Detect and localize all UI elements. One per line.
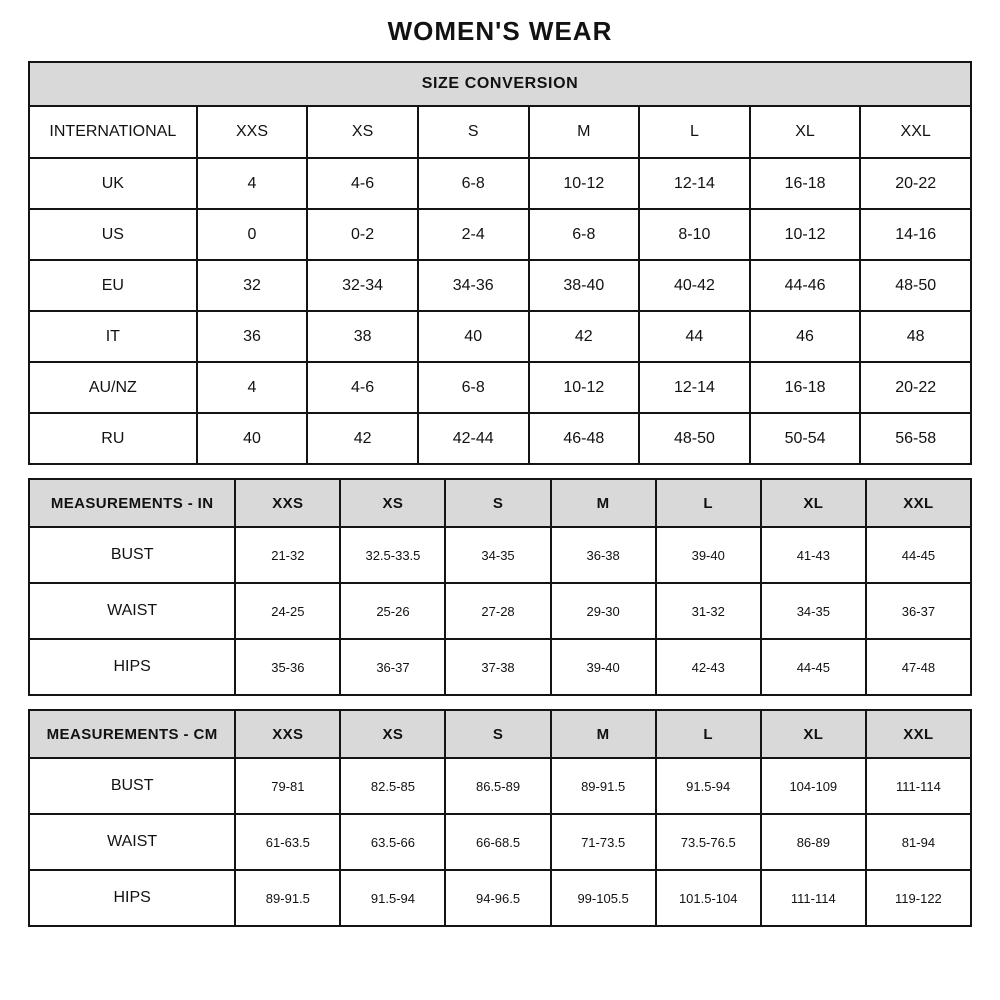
table-cell: 0 [197,209,308,260]
table-row [29,311,971,362]
table-cell: 39-40 [551,639,656,695]
row-label: US [29,209,197,260]
size-conversion-banner: SIZE CONVERSION [29,62,971,106]
table-cell: 48-50 [639,413,750,464]
column-header: M [551,710,656,758]
table-cell: 35-36 [235,639,340,695]
table-cell: 12-14 [639,158,750,209]
row-label: HIPS [29,639,235,695]
table-cell: 4 [197,158,308,209]
table-cell: 42-44 [418,413,529,464]
column-header: XS [340,710,445,758]
table-cell: 50-54 [750,413,861,464]
row-label: BUST [29,758,235,814]
column-header: S [418,106,529,158]
column-header: XXL [866,479,971,527]
table-cell: 6-8 [529,209,640,260]
column-header: S [445,710,550,758]
column-header: L [656,710,761,758]
table-cell: 2-4 [418,209,529,260]
table-cell: 20-22 [860,158,971,209]
table-cell: 32-34 [307,260,418,311]
table-cell: 10-12 [750,209,861,260]
column-header: XXL [866,710,971,758]
table-row [29,209,971,260]
table-cell: 44-45 [866,527,971,583]
row-label: RU [29,413,197,464]
table-cell: 41-43 [761,527,866,583]
table-cell: 10-12 [529,362,640,413]
table-cell: 71-73.5 [551,814,656,870]
column-header: XXS [235,710,340,758]
table-cell: 27-28 [445,583,550,639]
table-cell: 34-35 [445,527,550,583]
table-title-cell: INTERNATIONAL [29,106,197,158]
measurements-in-table [28,478,972,696]
table-cell: 86-89 [761,814,866,870]
row-label: UK [29,158,197,209]
table-row [29,527,971,583]
table-cell: 47-48 [866,639,971,695]
column-header: XL [750,106,861,158]
table-cell: 91.5-94 [340,870,445,926]
column-header-row [29,710,971,758]
column-header: XS [340,479,445,527]
table-row [29,158,971,209]
table-row [29,583,971,639]
column-header-row [29,106,971,158]
column-header: M [551,479,656,527]
table-cell: 39-40 [656,527,761,583]
table-cell: 36-37 [340,639,445,695]
table-cell: 63.5-66 [340,814,445,870]
table-cell: 111-114 [866,758,971,814]
table-cell: 111-114 [761,870,866,926]
table-row [29,260,971,311]
table-cell: 4-6 [307,362,418,413]
table-cell: 36-38 [551,527,656,583]
table-cell: 89-91.5 [235,870,340,926]
table-cell: 37-38 [445,639,550,695]
table-cell: 86.5-89 [445,758,550,814]
row-label: EU [29,260,197,311]
table-row [29,758,971,814]
table-cell: 34-36 [418,260,529,311]
table-cell: 99-105.5 [551,870,656,926]
table-cell: 0-2 [307,209,418,260]
table-row [29,870,971,926]
table-cell: 48 [860,311,971,362]
table-cell: 94-96.5 [445,870,550,926]
table-cell: 32.5-33.5 [340,527,445,583]
table-cell: 79-81 [235,758,340,814]
column-header: XXS [235,479,340,527]
table-cell: 21-32 [235,527,340,583]
table-cell: 4-6 [307,158,418,209]
table-cell: 91.5-94 [656,758,761,814]
table-cell: 46 [750,311,861,362]
table-cell: 40 [197,413,308,464]
column-header: S [445,479,550,527]
table-cell: 16-18 [750,158,861,209]
table-cell: 104-109 [761,758,866,814]
column-header: XXL [860,106,971,158]
table-cell: 36 [197,311,308,362]
row-label: HIPS [29,870,235,926]
table-cell: 12-14 [639,362,750,413]
table-cell: 6-8 [418,362,529,413]
row-label: BUST [29,527,235,583]
table-row [29,362,971,413]
table-cell: 82.5-85 [340,758,445,814]
table-banner-row [29,62,971,106]
table-cell: 38-40 [529,260,640,311]
table-cell: 42 [529,311,640,362]
table-cell: 46-48 [529,413,640,464]
table-cell: 89-91.5 [551,758,656,814]
table-cell: 14-16 [860,209,971,260]
table-cell: 31-32 [656,583,761,639]
column-header: XXS [197,106,308,158]
row-label: WAIST [29,583,235,639]
table-cell: 29-30 [551,583,656,639]
table-cell: 16-18 [750,362,861,413]
table-cell: 34-35 [761,583,866,639]
table-cell: 20-22 [860,362,971,413]
table-cell: 44-45 [761,639,866,695]
table-cell: 36-37 [866,583,971,639]
column-header: M [529,106,640,158]
page-title: WOMEN'S WEAR [387,16,613,46]
table-cell: 101.5-104 [656,870,761,926]
table-title-cell: MEASUREMENTS - IN [29,479,235,527]
table-cell: 56-58 [860,413,971,464]
table-row [29,814,971,870]
table-cell: 61-63.5 [235,814,340,870]
table-title-cell: MEASUREMENTS - CM [29,710,235,758]
table-cell: 38 [307,311,418,362]
table-cell: 42 [307,413,418,464]
table-cell: 10-12 [529,158,640,209]
table-cell: 73.5-76.5 [656,814,761,870]
table-cell: 42-43 [656,639,761,695]
table-cell: 66-68.5 [445,814,550,870]
table-cell: 4 [197,362,308,413]
column-header: L [656,479,761,527]
table-cell: 48-50 [860,260,971,311]
table-cell: 81-94 [866,814,971,870]
table-cell: 25-26 [340,583,445,639]
table-cell: 44-46 [750,260,861,311]
row-label: WAIST [29,814,235,870]
table-cell: 24-25 [235,583,340,639]
row-label: IT [29,311,197,362]
table-cell: 32 [197,260,308,311]
measurements-cm-table [28,709,972,927]
size-conversion-table [28,61,972,465]
table-cell: 40-42 [639,260,750,311]
table-cell: 40 [418,311,529,362]
column-header: XS [307,106,418,158]
table-cell: 6-8 [418,158,529,209]
column-header: XL [761,710,866,758]
column-header-row [29,479,971,527]
table-cell: 8-10 [639,209,750,260]
column-header: L [639,106,750,158]
row-label: AU/NZ [29,362,197,413]
table-row [29,639,971,695]
table-row [29,413,971,464]
table-cell: 119-122 [866,870,971,926]
table-cell: 44 [639,311,750,362]
column-header: XL [761,479,866,527]
